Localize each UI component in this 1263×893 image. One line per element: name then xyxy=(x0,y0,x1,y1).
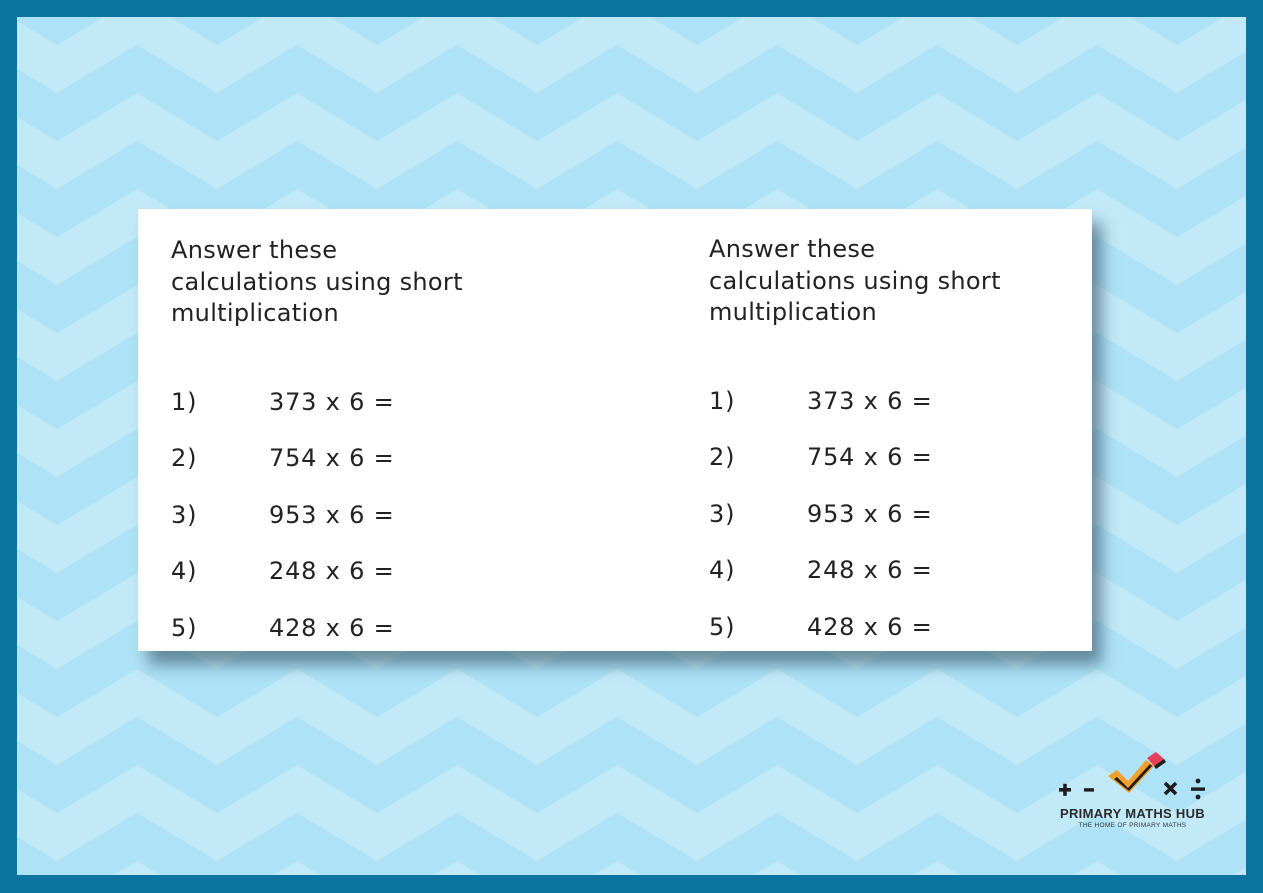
question-number: 4) xyxy=(709,556,736,584)
worksheet-column-left xyxy=(171,209,591,651)
question-number: 5) xyxy=(171,614,198,642)
instruction-text: Answer these calculations using short multiplication xyxy=(171,236,463,327)
instruction-text: Answer these calculations using short multiplication xyxy=(709,235,1001,326)
minus-icon xyxy=(1084,788,1094,791)
primary-maths-hub-logo xyxy=(1040,750,1225,835)
logo-title: PRIMARY MATHS HUB xyxy=(1060,806,1205,821)
question-number: 5) xyxy=(709,613,736,641)
question-expression: 248 x 6 = xyxy=(269,557,395,585)
logo-tagline: THE HOME OF PRIMARY MATHS xyxy=(1078,822,1187,829)
worksheet-card xyxy=(138,209,1092,651)
divide-icon xyxy=(1191,779,1205,800)
question-number: 3) xyxy=(709,500,736,528)
times-icon xyxy=(1165,783,1176,794)
question-number: 4) xyxy=(171,557,198,585)
question-expression: 754 x 6 = xyxy=(269,444,395,472)
checkmark-icon xyxy=(1108,760,1154,793)
plus-icon xyxy=(1059,784,1071,796)
question-number: 3) xyxy=(171,501,198,529)
question-number: 1) xyxy=(709,387,736,415)
question-number: 2) xyxy=(171,444,198,472)
question-expression: 248 x 6 = xyxy=(807,556,933,584)
question-expression: 428 x 6 = xyxy=(807,613,933,641)
question-number: 2) xyxy=(709,443,736,471)
question-expression: 953 x 6 = xyxy=(807,500,933,528)
worksheet-column-right xyxy=(709,209,1129,651)
question-expression: 373 x 6 = xyxy=(807,387,933,415)
question-expression: 373 x 6 = xyxy=(269,388,395,416)
question-expression: 754 x 6 = xyxy=(807,443,933,471)
question-expression: 428 x 6 = xyxy=(269,614,395,642)
question-expression: 953 x 6 = xyxy=(269,501,395,529)
question-number: 1) xyxy=(171,388,198,416)
